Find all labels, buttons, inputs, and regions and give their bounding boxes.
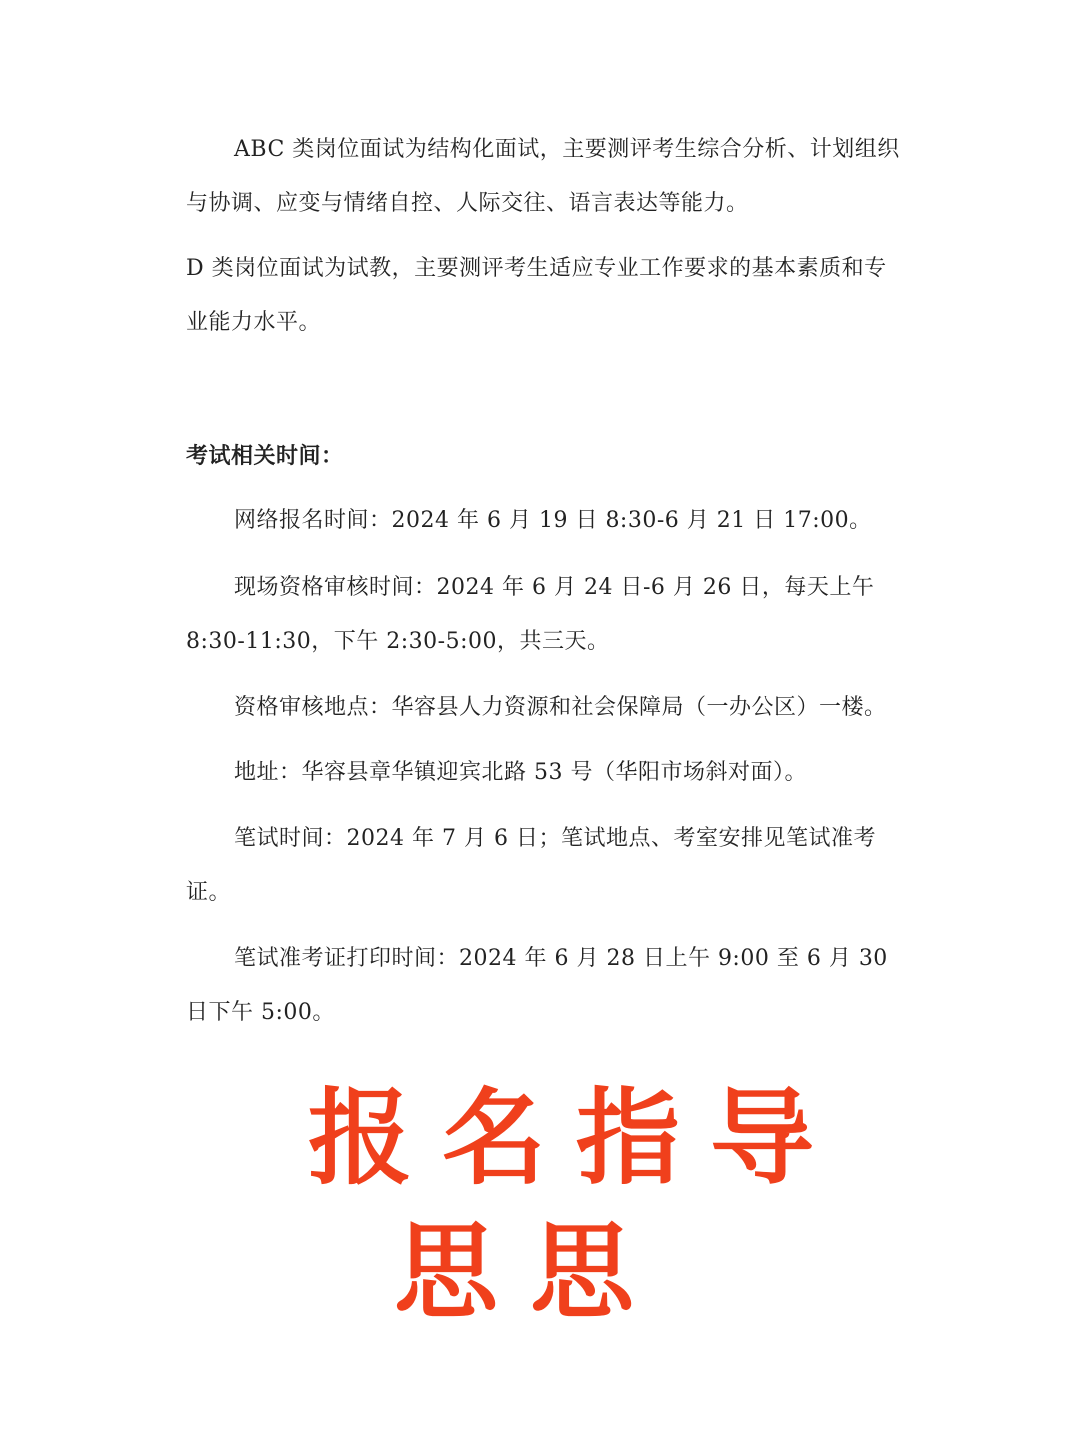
admission-ticket-print-time: 笔试准考证打印时间：2024 年 6 月 28 日上午 9:00 至 6 月 30 日下午 5:00。 (186, 946, 888, 1025)
abc-interview-paragraph: ABC 类岗位面试为结构化面试，主要测评考生综合分析、计划组织与协调、应变与情绪自控、人际交往、语言表达等能力。 (186, 137, 900, 216)
online-registration-time: 网络报名时间：2024 年 6 月 19 日 8:30-6 月 21 日 17:00。 (234, 508, 872, 533)
d-interview-paragraph: D 类岗位面试为试教，主要测评考生适应专业工作要求的基本素质和专业能力水平。 (186, 256, 887, 335)
banner-title: 报名指导 (308, 1077, 845, 1199)
schedule-heading: 考试相关时间： (186, 443, 344, 469)
review-location: 资格审核地点：华容县人力资源和社会保障局（一办公区）一楼。 (234, 695, 887, 720)
written-exam-time: 笔试时间：2024 年 7 月 6 日；笔试地点、考室安排见笔试准考证。 (186, 826, 876, 905)
banner-name: 思思 (394, 1211, 667, 1333)
address: 地址：华容县章华镇迎宾北路 53 号（华阳市场斜对面）。 (234, 760, 807, 785)
qualification-review-time: 现场资格审核时间：2024 年 6 月 24 日-6 月 26 日，每天上午 8:30-11:30，下午 2:30-5:00，共三天。 (186, 575, 875, 654)
